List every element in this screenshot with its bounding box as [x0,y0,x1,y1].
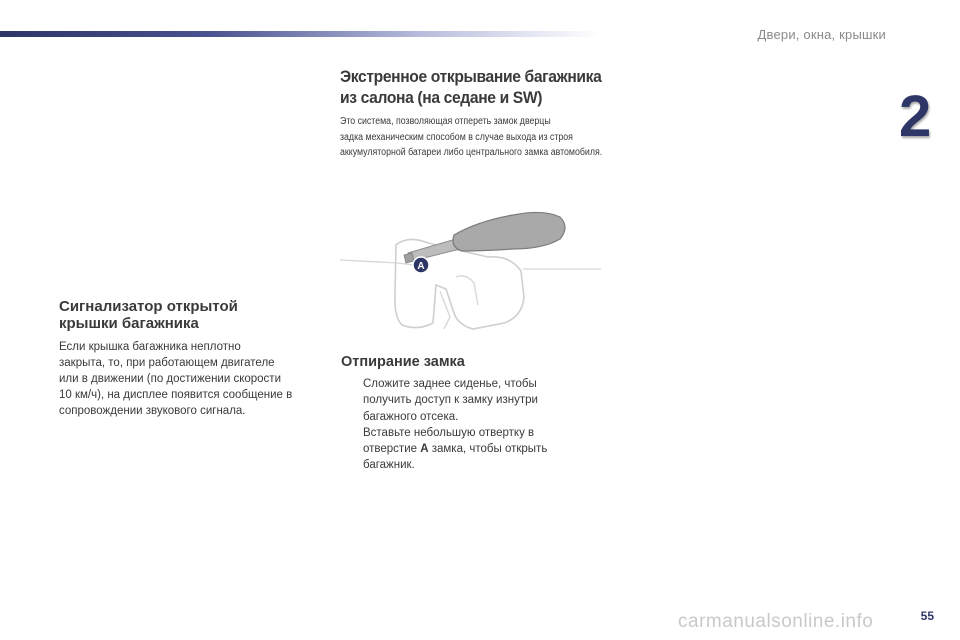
chapter-number: 2 [899,84,932,149]
lock-release-steps [341,376,611,474]
step-line: получить доступ к замку изнутри [363,394,538,407]
section-title: Двери, окна, крышки [757,27,886,42]
trunk-alarm-title-line2: крышки багажника [59,315,199,332]
hole-a-label: A [420,443,429,456]
screwdriver-shaft [408,239,460,261]
intro-line: аккумуляторной батареи либо центрального замка автомобиля. [340,147,603,158]
emergency-opening-title-line1: Экстренное открывание багажника [340,67,602,86]
screwdriver-handle [453,212,565,251]
step-item [341,425,611,474]
page-number: 55 [920,609,934,623]
step-line: багажник. [363,459,415,472]
intro-line: задка механическим способом в случае выхода из строя [340,131,573,143]
step-line: Вставьте небольшую отвертку в [363,426,535,439]
emergency-opening-intro [340,114,604,161]
emergency-opening-title-line2: из салона (на седане и SW) [340,88,543,107]
step-line: багажного отсека. [363,410,459,423]
lock-screwdriver-illustration [338,205,603,345]
watermark: carmanualsonline.info [678,611,874,632]
trunk-alarm-title [59,298,319,332]
step-line [363,441,611,457]
trunk-alarm-body [59,339,329,419]
body-line: закрыта, то, при работающем двигателе [59,357,275,369]
trunk-edge-line [340,260,413,265]
trunk-alarm-title-line1: Сигнализатор открытой [59,298,238,315]
body-line: 10 км/ч), на дисплее появится сообщение в [59,389,293,401]
body-line: сопровождении звукового сигнала. [59,405,246,417]
intro-line: Это система, позволяющая отпереть замок дверцы [340,116,551,127]
step-text: отверстие [363,443,421,456]
emergency-opening-title [340,66,616,108]
lock-detail-outline [456,276,478,305]
screwdriver-tip [404,253,414,263]
marker-a-label: A [417,261,425,272]
header-color-bar [0,31,600,37]
body-line: Если крышка багажника неплотно [59,341,241,353]
body-line: или в движении (по достижении скорости [59,373,281,385]
step-item [341,376,611,425]
step-line: Сложите заднее сиденье, чтобы [363,378,537,390]
lock-release-title: Отпирание замка [341,354,465,370]
step-text: замка, чтобы открыть [428,443,548,456]
